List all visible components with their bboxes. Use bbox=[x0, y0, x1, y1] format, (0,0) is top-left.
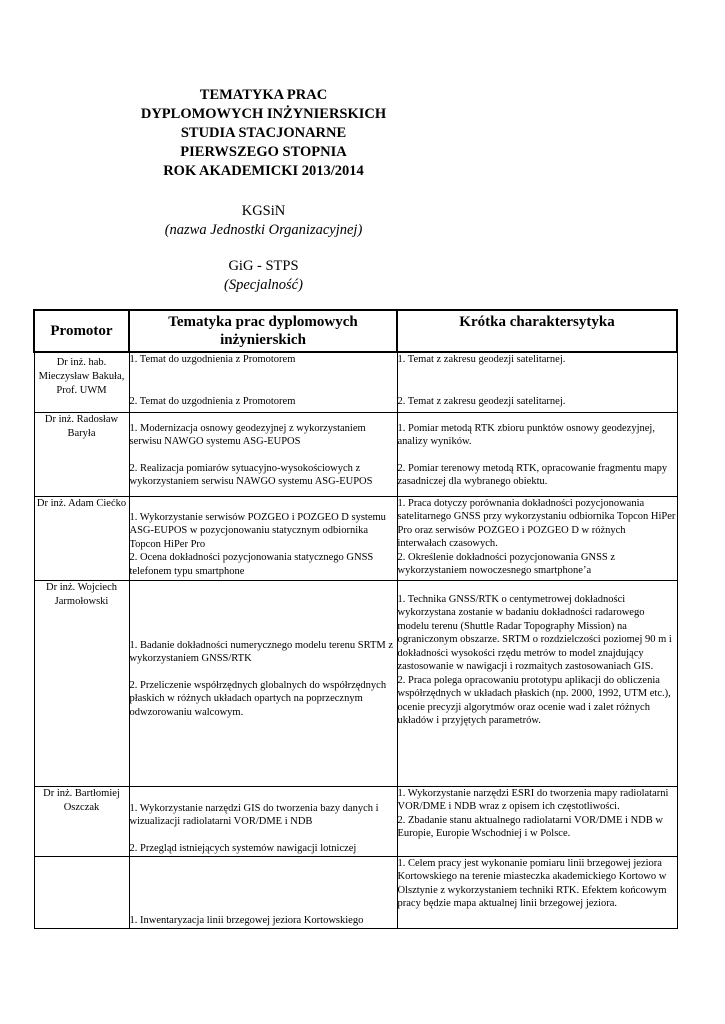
table-row bbox=[34, 786, 677, 856]
header-line-5: ROK AKADEMICKI 2013/2014 bbox=[163, 163, 364, 179]
unit-caption: (nazwa Jednostki Organizacyjnej) bbox=[164, 222, 363, 238]
table-row bbox=[34, 352, 677, 412]
description-item: 2. Określenie dokładności pozycjonowania GNSS z wykorzystaniem nowoczesnego smartphone’a bbox=[397, 551, 616, 576]
description-item: 1. Celem pracy jest wykonanie pomiaru linii brzegowej jeziora Kortowskiego na terenie miasteczka akademickiego Kortowo w Olsztynie z wykorzystaniem techniki RTK. Efektem końcowym pracy będzie mapa aktualnej linii brzegowej jeziora. bbox=[397, 857, 667, 909]
promotor-cell: Dr inż. Adam Ciećko bbox=[34, 496, 129, 580]
column-header-promotor: Promotor bbox=[34, 310, 129, 352]
description-item: 2. Temat z zakresu geodezji satelitarnej. bbox=[397, 395, 566, 407]
description-cell bbox=[397, 856, 677, 928]
description-item: 1. Technika GNSS/RTK o centymetrowej dokładności wykorzystana zostanie w badaniu dokładności radarowego modelu terenu (Shuttle Radar Topography Mission) na ograniczonym obszarze. SRTM o rozdzielczości poziomej 90 m i dokładności wysokości rzędu metrów to model znajdujący zastosowanie w nawigacji i rozmaitych zastosowaniach GIS. bbox=[397, 593, 672, 672]
topic-item: 2. Ocena dokładności pozycjonowania statycznego GNSS telefonem typu smartphone bbox=[129, 552, 374, 577]
topics-cell bbox=[129, 496, 397, 580]
header-line-1: TEMATYKA PRAC bbox=[199, 87, 328, 103]
column-header-topics: Tematyka prac dyplomowych inżynierskich bbox=[129, 310, 397, 352]
topic-item: 1. Wykorzystanie narzędzi GIS do tworzenia bazy danych i wizualizacji radiolatarni VOR/DME i NDB bbox=[129, 802, 379, 827]
topics-cell bbox=[129, 786, 397, 856]
promotor-cell bbox=[34, 856, 129, 928]
description-item: 2. Zbadanie stanu aktualnego radiolatarni VOR/DME i NDB w Europie, Europie Wschodniej i w Polsce. bbox=[397, 814, 663, 839]
description-item: 1. Wykorzystanie narzędzi ESRI do tworzenia mapy radiolatarni VOR/DME i NDB wraz z opisem ich częstotliwości. bbox=[397, 787, 669, 812]
header-line-2: DYPLOMOWYCH INŻYNIERSKICH bbox=[140, 106, 387, 122]
description-item: 1. Pomiar metodą RTK zbioru punktów osnowy geodezyjnej, analizy wyników. bbox=[397, 422, 655, 447]
topic-item: 1. Inwentaryzacja linii brzegowej jeziora Kortowskiego bbox=[129, 915, 364, 926]
description-item: 1. Praca dotyczy porównania dokładności pozycjonowania satelitarnego GNSS przy wykorzystaniu odbiornika Topcon HiPer Pro oraz serwisów POZGEO i POZGEO D w różnych interwałach czasowych. bbox=[397, 497, 676, 549]
table-header-row bbox=[34, 310, 677, 352]
specialty-caption: (Specjalność) bbox=[224, 277, 303, 293]
topic-item: 1. Modernizacja osnowy geodezyjnej z wykorzystaniem serwisu NAWGO systemu ASG-EUPOS bbox=[129, 422, 366, 447]
description-cell bbox=[397, 786, 677, 856]
promotor-cell: Dr inż. hab. Mieczysław Bakuła, Prof. UWM bbox=[34, 352, 129, 412]
topic-item: 1. Temat do uzgodnienia z Promotorem bbox=[129, 354, 296, 365]
table-row bbox=[34, 496, 677, 580]
column-header-description: Krótka charaktersytyka bbox=[397, 310, 677, 352]
promotor-cell: Dr inż. Wojciech Jarmołowski bbox=[34, 580, 129, 786]
description-cell bbox=[397, 352, 677, 412]
specialty-name: GiG - STPS bbox=[228, 258, 299, 274]
topics-cell bbox=[129, 580, 397, 786]
topics-cell bbox=[129, 352, 397, 412]
unit-name: KGSiN bbox=[241, 203, 286, 219]
description-item: 2. Pomiar terenowy metodą RTK, opracowanie fragmentu mapy zasadniczej dla wybranego obiektu. bbox=[397, 462, 668, 487]
topics-table bbox=[33, 309, 678, 929]
topic-item: 2. Temat do uzgodnienia z Promotorem bbox=[129, 395, 296, 407]
table-row bbox=[34, 856, 677, 928]
promotor-cell: Dr inż. Radosław Baryła bbox=[34, 412, 129, 496]
description-cell bbox=[397, 496, 677, 580]
document-header bbox=[0, 86, 527, 181]
header-line-4: PIERWSZEGO STOPNIA bbox=[180, 144, 347, 160]
promotor-cell: Dr inż. Bartłomiej Oszczak bbox=[34, 786, 129, 856]
topics-cell bbox=[129, 856, 397, 928]
table-row bbox=[34, 580, 677, 786]
topic-item: 2. Przeliczenie współrzędnych globalnych do współrzędnych płaskich w różnych układach opartych na poprzecznym odwzorowaniu walcowym. bbox=[129, 679, 387, 718]
topics-cell bbox=[129, 412, 397, 496]
description-cell bbox=[397, 412, 677, 496]
description-cell bbox=[397, 580, 677, 786]
topic-item: 1. Badanie dokładności numerycznego modelu terenu SRTM z wykorzystaniem GNSS/RTK bbox=[129, 639, 394, 664]
topic-item: 2. Realizacja pomiarów sytuacyjno-wysokościowych z wykorzystaniem serwisu NAWGO systemu ASG-EUPOS bbox=[129, 462, 373, 487]
description-item: 1. Temat z zakresu geodezji satelitarnej. bbox=[397, 354, 566, 365]
description-item: 2. Praca polega opracowaniu prototypu aplikacji do obliczenia współrzędnych w układach płaskich (np. 2000, 1992, UTM etc.), ocenie precyzji algorytmów oraz ocenie wad i zalet różnych układów i przyjętych parametrów. bbox=[397, 674, 671, 726]
topic-item: 2. Przegląd istniejących systemów nawigacji lotniczej bbox=[129, 842, 357, 854]
table-row bbox=[34, 412, 677, 496]
header-line-3: STUDIA STACJONARNE bbox=[180, 125, 347, 141]
topic-item: 1. Wykorzystanie serwisów POZGEO i POZGEO D systemu ASG-EUPOS w pozycjonowaniu statycznym odbiornika Topcon HiPer Pro bbox=[129, 511, 386, 550]
